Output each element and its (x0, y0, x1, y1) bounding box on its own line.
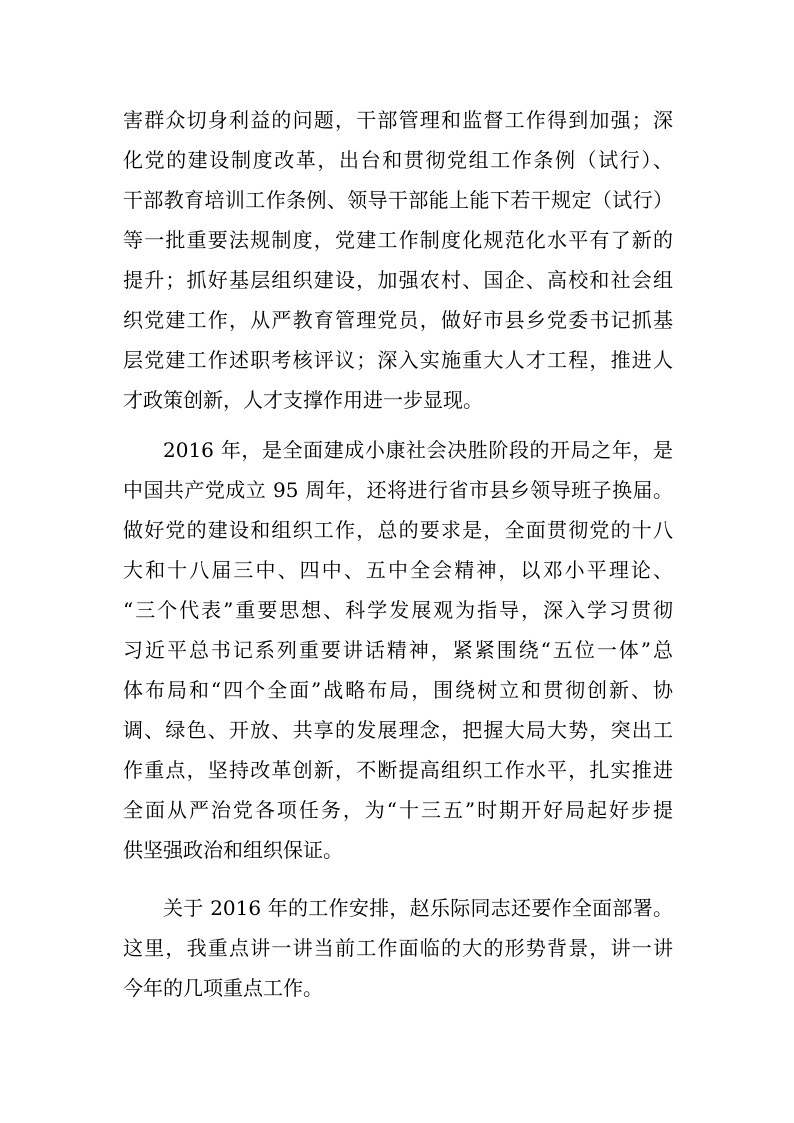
text-line: 害群众切身利益的问题，干部管理和监督工作得到加强；深 (123, 108, 673, 132)
text-line: 层党建工作述职考核评议；深入实施重大人才工程，推进人 (123, 348, 673, 372)
text-line: 中国共产党成立 95 周年，还将进行省市县乡领导班子换届。 (123, 478, 673, 502)
text-line: 关于 2016 年的工作安排，赵乐际同志还要作全面部署。 (163, 896, 673, 920)
text-line: 化党的建设制度改革，出台和贯彻党组工作条例（试行）、 (123, 148, 673, 172)
text-line: “三个代表”重要思想、科学发展观为指导，深入学习贯彻 (123, 598, 673, 622)
text-line: 织党建工作，从严教育管理党员，做好市县乡党委书记抓基 (123, 308, 673, 332)
text-line: 今年的几项重点工作。 (123, 976, 323, 1000)
text-line: 这里，我重点讲一讲当前工作面临的大的形势背景，讲一讲 (123, 936, 673, 960)
text-line: 干部教育培训工作条例、领导干部能上能下若干规定（试行） (123, 188, 673, 212)
text-line: 大和十八届三中、四中、五中全会精神，以邓小平理论、 (123, 558, 673, 582)
text-line: 体布局和“四个全面”战略布局，围绕树立和贯彻创新、协 (123, 678, 673, 702)
text-line: 提升；抓好基层组织建设，加强农村、国企、高校和社会组 (123, 268, 673, 292)
text-line: 供坚强政治和组织保证。 (123, 838, 343, 862)
text-line: 等一批重要法规制度，党建工作制度化规范化水平有了新的 (123, 228, 673, 252)
text-line: 才政策创新，人才支撑作用进一步显现。 (123, 388, 483, 412)
text-line: 习近平总书记系列重要讲话精神，紧紧围绕“五位一体”总 (123, 638, 673, 662)
text-line: 全面从严治党各项任务，为“十三五”时期开好局起好步提 (123, 798, 673, 822)
text-line: 作重点，坚持改革创新，不断提高组织工作水平，扎实推进 (123, 758, 673, 782)
text-line: 2016 年，是全面建成小康社会决胜阶段的开局之年，是 (163, 438, 673, 462)
text-line: 调、绿色、开放、共享的发展理念，把握大局大势，突出工 (123, 718, 673, 742)
text-line: 做好党的建设和组织工作，总的要求是，全面贯彻党的十八 (123, 518, 673, 542)
